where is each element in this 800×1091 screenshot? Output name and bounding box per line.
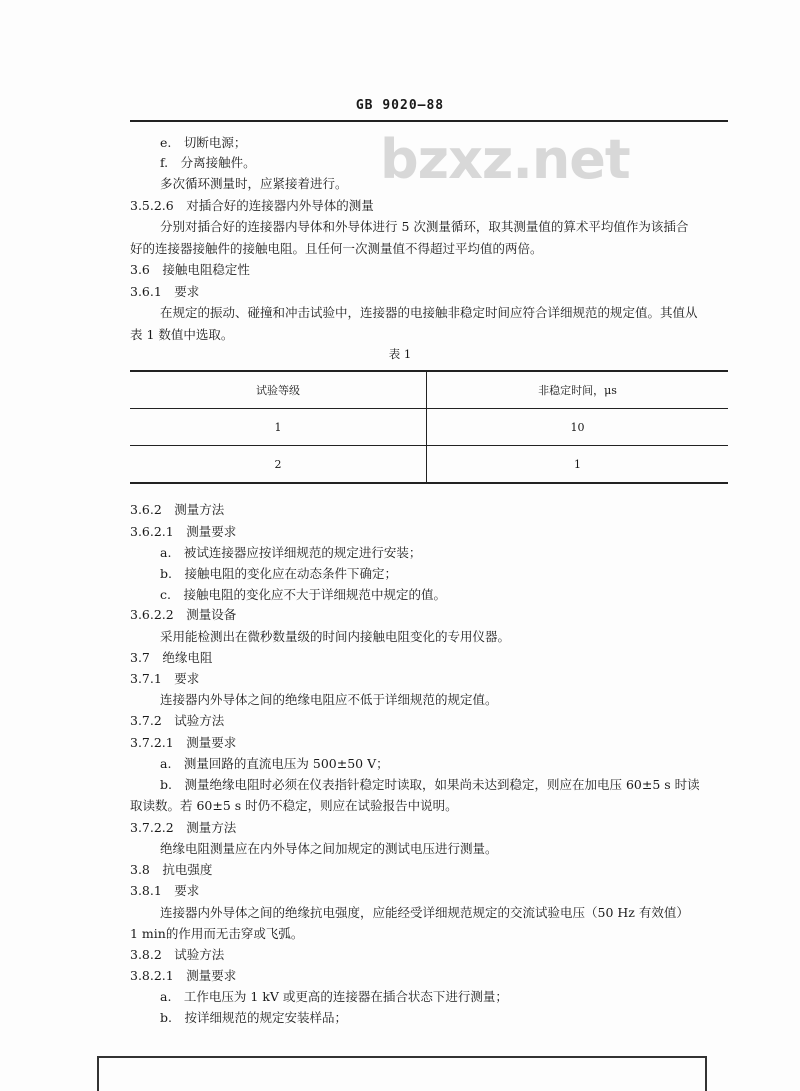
section-heading: 3.8 抗电强度 [130, 862, 213, 877]
table-title: 表 1 [388, 347, 412, 361]
list-item: b. 按详细规范的规定安装样品； [160, 1010, 347, 1025]
paragraph: 连接器内外导体之间的绝缘抗电强度，应能经受详细规范规定的交流试验电压（50 Hz 有效值） [160, 905, 689, 920]
section-heading: 3.6.2 测量方法 [130, 502, 225, 517]
paragraph: 好的连接器接触件的接触电阻。且任何一次测量值不得超过平均值的两倍。 [130, 241, 543, 256]
section-heading: 3.8.1 要求 [130, 883, 200, 898]
section-heading: 3.5.2.6 对插合好的连接器内外导体的测量 [130, 198, 374, 213]
section-heading: 3.7.2 试验方法 [130, 713, 225, 728]
paragraph: 采用能检测出在微秒数量级的时间内接触电阻变化的专用仪器。 [160, 629, 511, 644]
table-row [130, 446, 728, 484]
section-heading: 3.8.2 试验方法 [130, 947, 225, 962]
section-heading: 3.6 接触电阻稳定性 [130, 262, 250, 277]
table-1 [130, 370, 728, 484]
list-item: f. 分离接触件。 [160, 155, 256, 170]
table-cell: 1 [130, 409, 427, 446]
table-header-cell: 非稳定时间，μs [427, 371, 729, 409]
list-item: e. 切断电源； [160, 135, 247, 150]
section-heading: 3.6.2.1 测量要求 [130, 524, 237, 539]
list-item: a. 被试连接器应按详细规范的规定进行安装； [160, 545, 422, 560]
watermark: bzxz.net [380, 128, 630, 191]
list-item: b. 接触电阻的变化应在动态条件下确定； [160, 566, 397, 581]
section-heading: 3.8.2.1 测量要求 [130, 968, 237, 983]
table-header-cell: 试验等级 [130, 371, 427, 409]
list-item: c. 接触电阻的变化应不大于详细规范中规定的值。 [160, 587, 446, 602]
paragraph: 表 1 数值中选取。 [130, 327, 234, 342]
section-heading: 3.7 绝缘电阻 [130, 650, 213, 665]
table-header-row [130, 371, 728, 409]
table-row [130, 409, 728, 446]
paragraph: 多次循环测量时，应紧接着进行。 [160, 176, 348, 191]
section-heading: 3.7.2.2 测量方法 [130, 820, 237, 835]
section-heading: 3.6.1 要求 [130, 284, 200, 299]
header-rule [130, 120, 728, 122]
footer-box [97, 1056, 707, 1091]
table-cell: 10 [427, 409, 729, 446]
section-heading: 3.7.1 要求 [130, 671, 200, 686]
paragraph: 连接器内外导体之间的绝缘电阻应不低于详细规范的规定值。 [160, 692, 498, 707]
list-item: a. 工作电压为 1 kV 或更高的连接器在插合状态下进行测量； [160, 989, 508, 1004]
table-cell: 1 [427, 446, 729, 484]
paragraph: 取读数。若 60±5 s 时仍不稳定，则应在试验报告中说明。 [130, 798, 458, 813]
paragraph: 1 min的作用而无击穿或飞弧。 [130, 926, 304, 941]
table-cell: 2 [130, 446, 427, 484]
paragraph: 在规定的振动、碰撞和冲击试验中，连接器的电接触非稳定时间应符合详细规范的规定值。其值从 [160, 305, 698, 320]
list-item: a. 测量回路的直流电压为 500±50 V； [160, 756, 389, 771]
list-item: b. 测量绝缘电阻时必须在仪表指针稳定时读取，如果尚未达到稳定，则应在加电压 60±5 s 时读 [160, 777, 700, 792]
page-header: GB 9020—88 [355, 98, 445, 113]
section-heading: 3.7.2.1 测量要求 [130, 735, 237, 750]
paragraph: 分别对插合好的连接器内导体和外导体进行 5 次测量循环，取其测量值的算术平均值作为该插合 [160, 219, 689, 234]
section-heading: 3.6.2.2 测量设备 [130, 607, 237, 622]
paragraph: 绝缘电阻测量应在内外导体之间加规定的测试电压进行测量。 [160, 841, 498, 856]
